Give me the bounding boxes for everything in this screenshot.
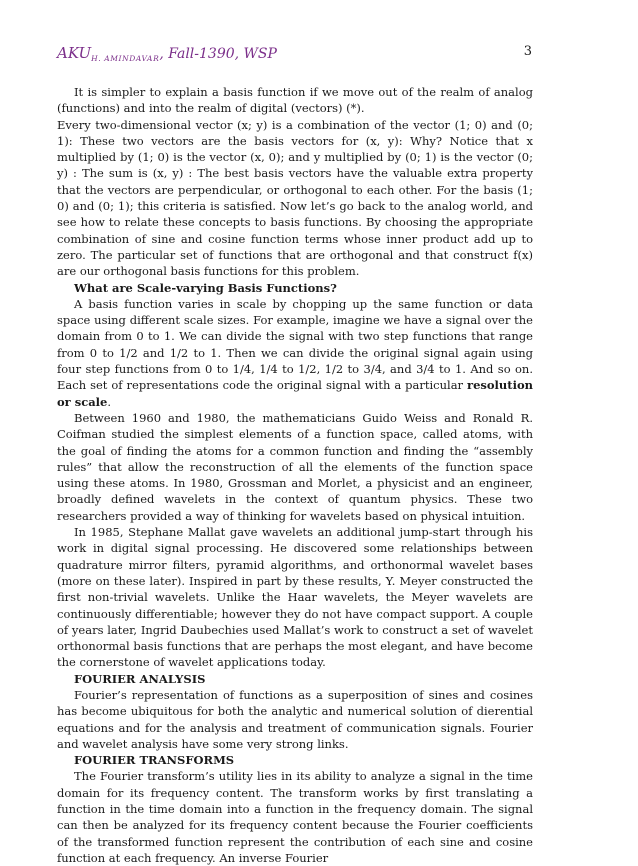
section-heading-fourier-analysis: FOURIER ANALYSIS <box>74 671 206 686</box>
header-author-subscript: H. AMINDAVAR <box>91 54 160 63</box>
section-heading-scale-varying: What are Scale-varying Basis Functions? <box>74 280 337 295</box>
paragraph-fourier-transforms: The Fourier transform’s utility lies in its ability to analyze a signal in the time domain for its frequency content. The transform works by first translating a function in the time domain into a function in the frequency domain. The signal can then be analyzed for its frequency content because the Fourier coefficients of the transformed function represent the contribution of each sine and cosine function at each frequency. An inverse Fourier <box>57 769 533 865</box>
paragraph-intro: It is simpler to explain a basis function if we move out of the realm of analog (functions) and into the realm of digital (vectors) (*). <box>57 85 533 116</box>
section-heading-fourier-transforms: FOURIER TRANSFORMS <box>74 753 235 768</box>
paragraph-fourier-analysis: Fourier’s representation of functions as a superposition of sines and cosines has become ubiquitous for both the analytic and numerical solution of dierential equations and for the analysis and treatment of communication signals. Fourier and wavelet analysis have some very strong links. <box>57 687 533 751</box>
paragraph-scale-varying-text: A basis function varies in scale by chopping up the same function or data space using different scale sizes. For example, imagine we have a signal over the domain from 0 to 1. We can divide the signal with two step functions that range from 0 to 1/2 and 1/2 to 1. Then we can divide the original signal again using four step functions from 0 to 1/4, 1/4 to 1/2, 1/2 to 3/4, and 3/4 to 1. And so on. Each set of representations code the original signal with a particular <box>57 296 533 393</box>
bold-resolution-or-scale: resolution or scale <box>57 378 533 409</box>
running-header <box>57 44 532 64</box>
body-text <box>57 84 533 866</box>
header-term: , Fall-1390, WSP <box>159 46 277 62</box>
paragraph-history-1985: In 1985, Stephane Mallat gave wavelets an additional jump-start through his work in digital signal processing. He discovered some relationships between quadrature mirror filters, pyramid algorithms, and orthonormal wavelet bases (more on these later). Inspired in part by these results, Y. Meyer constructed the first non-trivial wavelets. Unlike the Haar wavelets, the Meyer wavelets are continuously differentiable; however they do not have compact support. A couple of years later, Ingrid Daubechies used Mallat’s work to construct a set of wavelet orthonormal basis functions that are perhaps the most elegant, and have become the cornerstone of wavelet applications today. <box>57 525 533 670</box>
page-number: 3 <box>523 44 532 59</box>
paragraph-vectors: Every two-dimensional vector (x; y) is a combination of the vector (1; 0) and (0; 1): These two vectors are the basis vectors for (x, y): Why? Notice that x multiplied by (1; 0) is the vector (x, 0); and y multiplied by (0; 1) is the vector (0; y) : The sum is (x, y) : The best basis vectors have the valuable extra property that the vectors are perpendicular, or orthogonal to each other. For the basis (1; 0) and (0; 1); this criteria is satisfied. Now let’s go back to the analog world, and see how to relate these concepts to basis functions. By choosing the appropriate combination of sine and cosine function terms whose inner product add up to zero. The particular set of functions that are orthogonal and that construct f(x) are our orthogonal basis functions for this problem. <box>57 117 533 279</box>
paragraph-history-1960: Between 1960 and 1980, the mathematicians Guido Weiss and Ronald R. Coifman studied the simplest elements of a function space, called atoms, with the goal of finding the atoms for a common function and finding the “assembly rules” that allow the reconstruction of all the elements of the function space using these atoms. In 1980, Grossman and Morlet, a physicist and an engineer, broadly defined wavelets in the context of quantum physics. These two researchers provided a way of thinking for wavelets based on physical intuition. <box>57 410 533 523</box>
period: . <box>107 394 112 409</box>
header-course-code: AKU <box>57 44 92 62</box>
paragraph-scale-varying <box>57 296 533 410</box>
